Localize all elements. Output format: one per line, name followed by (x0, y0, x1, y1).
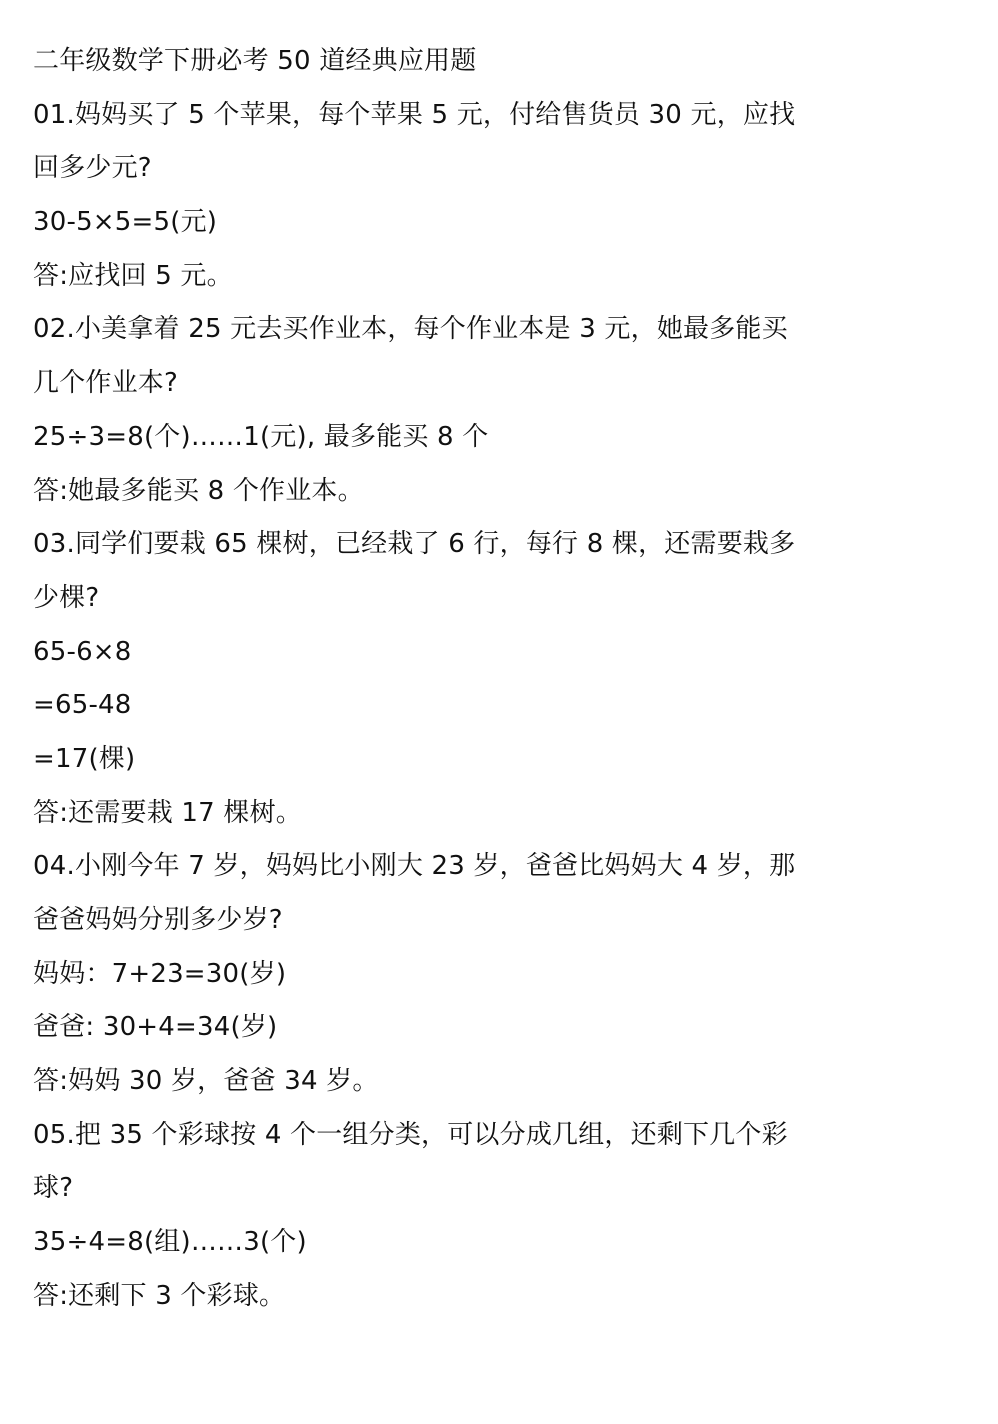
problem-04-question-line-1: 04.小刚今年 7 岁，妈妈比小刚大 23 岁，爸爸比妈妈大 4 岁，那 (33, 851, 796, 882)
problem-03-answer: 答:还需要栽 17 棵树。 (33, 797, 302, 828)
problem-02-question-line-1: 02.小美拿着 25 元去买作业本，每个作业本是 3 元，她最多能买 (33, 314, 788, 345)
problem-05-question-line-2: 球? (33, 1173, 74, 1204)
problem-02-question-line-2: 几个作业本? (33, 368, 178, 399)
problem-01-question-line-1: 01.妈妈买了 5 个苹果，每个苹果 5 元，付给售货员 30 元，应找 (33, 99, 796, 130)
problem-02 (33, 303, 933, 518)
problem-03-work-line-2: =65-48 (33, 690, 132, 721)
problem-03-work-line-1: 65-6×8 (33, 636, 132, 667)
problem-04 (33, 840, 933, 1108)
problem-01-question-line-2: 回多少元? (33, 153, 152, 184)
problem-03 (33, 518, 933, 840)
problem-05-work-line-1: 35÷4=8(组)……3(个) (33, 1227, 307, 1258)
problem-01 (33, 89, 933, 304)
problem-02-work-line-1: 25÷3=8(个)……1(元), 最多能买 8 个 (33, 421, 489, 452)
problem-01-work-line-1: 30-5×5=5(元) (33, 207, 218, 238)
document-title: 二年级数学下册必考 50 道经典应用题 (33, 46, 477, 76)
problem-03-question-line-1: 03.同学们要栽 65 棵树，已经栽了 6 行，每行 8 棵，还需要栽多 (33, 529, 796, 560)
problem-05 (33, 1109, 933, 1324)
problem-01-answer: 答:应找回 5 元。 (33, 260, 233, 291)
problem-03-question-line-2: 少棵? (33, 582, 100, 613)
document-page (33, 35, 933, 1324)
problem-03-work-line-3: =17(棵) (33, 743, 136, 774)
problem-04-work-line-2: 爸爸: 30+4=34(岁) (33, 1012, 278, 1043)
problem-04-answer: 答:妈妈 30 岁，爸爸 34 岁。 (33, 1066, 379, 1097)
problem-05-question-line-1: 05.把 35 个彩球按 4 个一组分类，可以分成几组，还剩下几个彩 (33, 1119, 788, 1150)
problem-04-work-line-1: 妈妈：7+23=30(岁) (33, 958, 287, 989)
problem-05-answer: 答:还剩下 3 个彩球。 (33, 1280, 286, 1311)
problem-02-answer: 答:她最多能买 8 个作业本。 (33, 475, 364, 506)
problem-04-question-line-2: 爸爸妈妈分别多少岁? (33, 905, 283, 935)
